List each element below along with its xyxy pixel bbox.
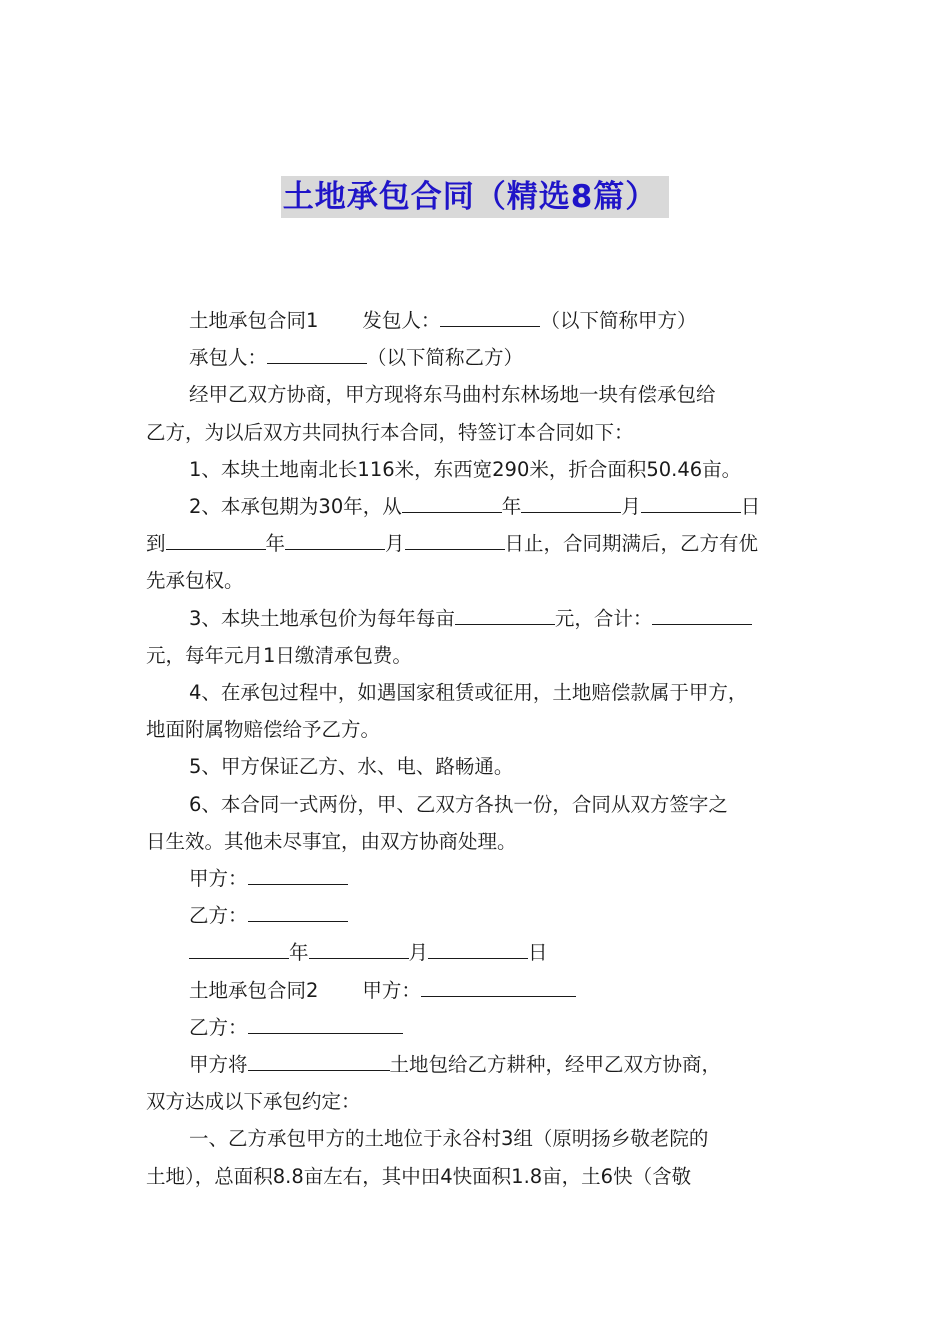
blank-line [421,974,576,997]
text: 年 [265,532,286,556]
paragraph: 地面附属物赔偿给予乙方。 [146,718,381,742]
date-line [146,934,814,971]
paragraph: 土地），总面积8.8亩左右，其中田4快面积1.8亩，土6快（含敬 [146,1164,692,1188]
text: 年 [289,941,309,965]
text: 承包人： [189,346,268,370]
blank-line [309,936,409,959]
text: （以下简称甲方） [540,309,697,332]
paragraph: 6、本合同一式两份，甲、乙双方各执一份，合同从双方签字之 [189,792,728,816]
signature-line [146,860,814,897]
text: 到 [146,532,166,556]
document-body [146,302,814,1195]
paragraph [146,302,814,339]
text: 日 [528,941,548,965]
blank-line [248,1048,390,1071]
blank-line [267,341,367,364]
blank-line [405,527,505,550]
blank-line [248,899,348,922]
paragraph [146,525,814,562]
blank-line [248,862,348,885]
section-heading: 土地承包合同2 [189,978,319,1002]
paragraph: 元，每年元月1日缴清承包费。 [146,643,412,667]
blank-line [189,936,289,959]
text: 乙方： [189,1015,248,1039]
document-title: 土地承包合同（精选8篇） [281,176,670,218]
paragraph [146,488,814,525]
paragraph: 乙方，为以后双方共同执行本合同，特签订本合同如下： [146,420,634,444]
text: 甲方： [362,978,421,1002]
paragraph [146,600,814,637]
text: （以下简称乙方） [367,346,524,370]
paragraph [146,972,814,1009]
text: 月 [385,532,405,556]
signature-line [146,897,814,934]
text: 乙方： [189,904,248,928]
blank-line [428,936,528,959]
text: 年 [501,495,522,519]
paragraph [146,1046,814,1083]
blank-line [652,602,752,625]
paragraph [146,339,814,376]
text: 月 [621,495,641,519]
section-heading: 土地承包合同1 [189,309,319,332]
paragraph: 日生效。其他未尽事宜，由双方协商处理。 [146,829,517,853]
paragraph [146,1009,814,1046]
text: 2、本承包期为30年，从 [189,495,402,519]
paragraph: 一、乙方承包甲方的土地位于永谷村3组（原明扬乡敬老院的 [189,1127,709,1151]
blank-line [641,490,741,513]
blank-line [440,304,540,327]
paragraph: 经甲乙双方协商，甲方现将东马曲村东林场地一块有偿承包给 [189,383,716,407]
paragraph: 先承包权。 [146,569,244,593]
text: 月 [408,941,429,965]
blank-line [402,490,502,513]
blank-line [248,1011,403,1034]
text: 元，合计： [554,606,653,630]
text: 甲方： [189,867,248,891]
blank-line [285,527,385,550]
paragraph: 双方达成以下承包约定： [146,1090,361,1114]
text: 发包人： [362,309,441,332]
title-block [0,176,950,218]
text: 日止，合同期满后，乙方有优 [504,532,759,556]
paragraph: 5、甲方保证乙方、水、电、路畅通。 [189,755,514,779]
paragraph: 1、本块土地南北长116米，东西宽290米，折合面积50.46亩。 [189,457,742,481]
paragraph: 4、在承包过程中，如遇国家租赁或征用，土地赔偿款属于甲方， [189,681,748,705]
text: 甲方将 [189,1053,248,1077]
blank-line [166,527,266,550]
text: 土地包给乙方耕种，经甲乙双方协商， [389,1053,722,1077]
blank-line [521,490,621,513]
text: 3、本块土地承包价为每年每亩 [189,606,455,630]
blank-line [455,602,555,625]
text: 日 [740,495,761,519]
